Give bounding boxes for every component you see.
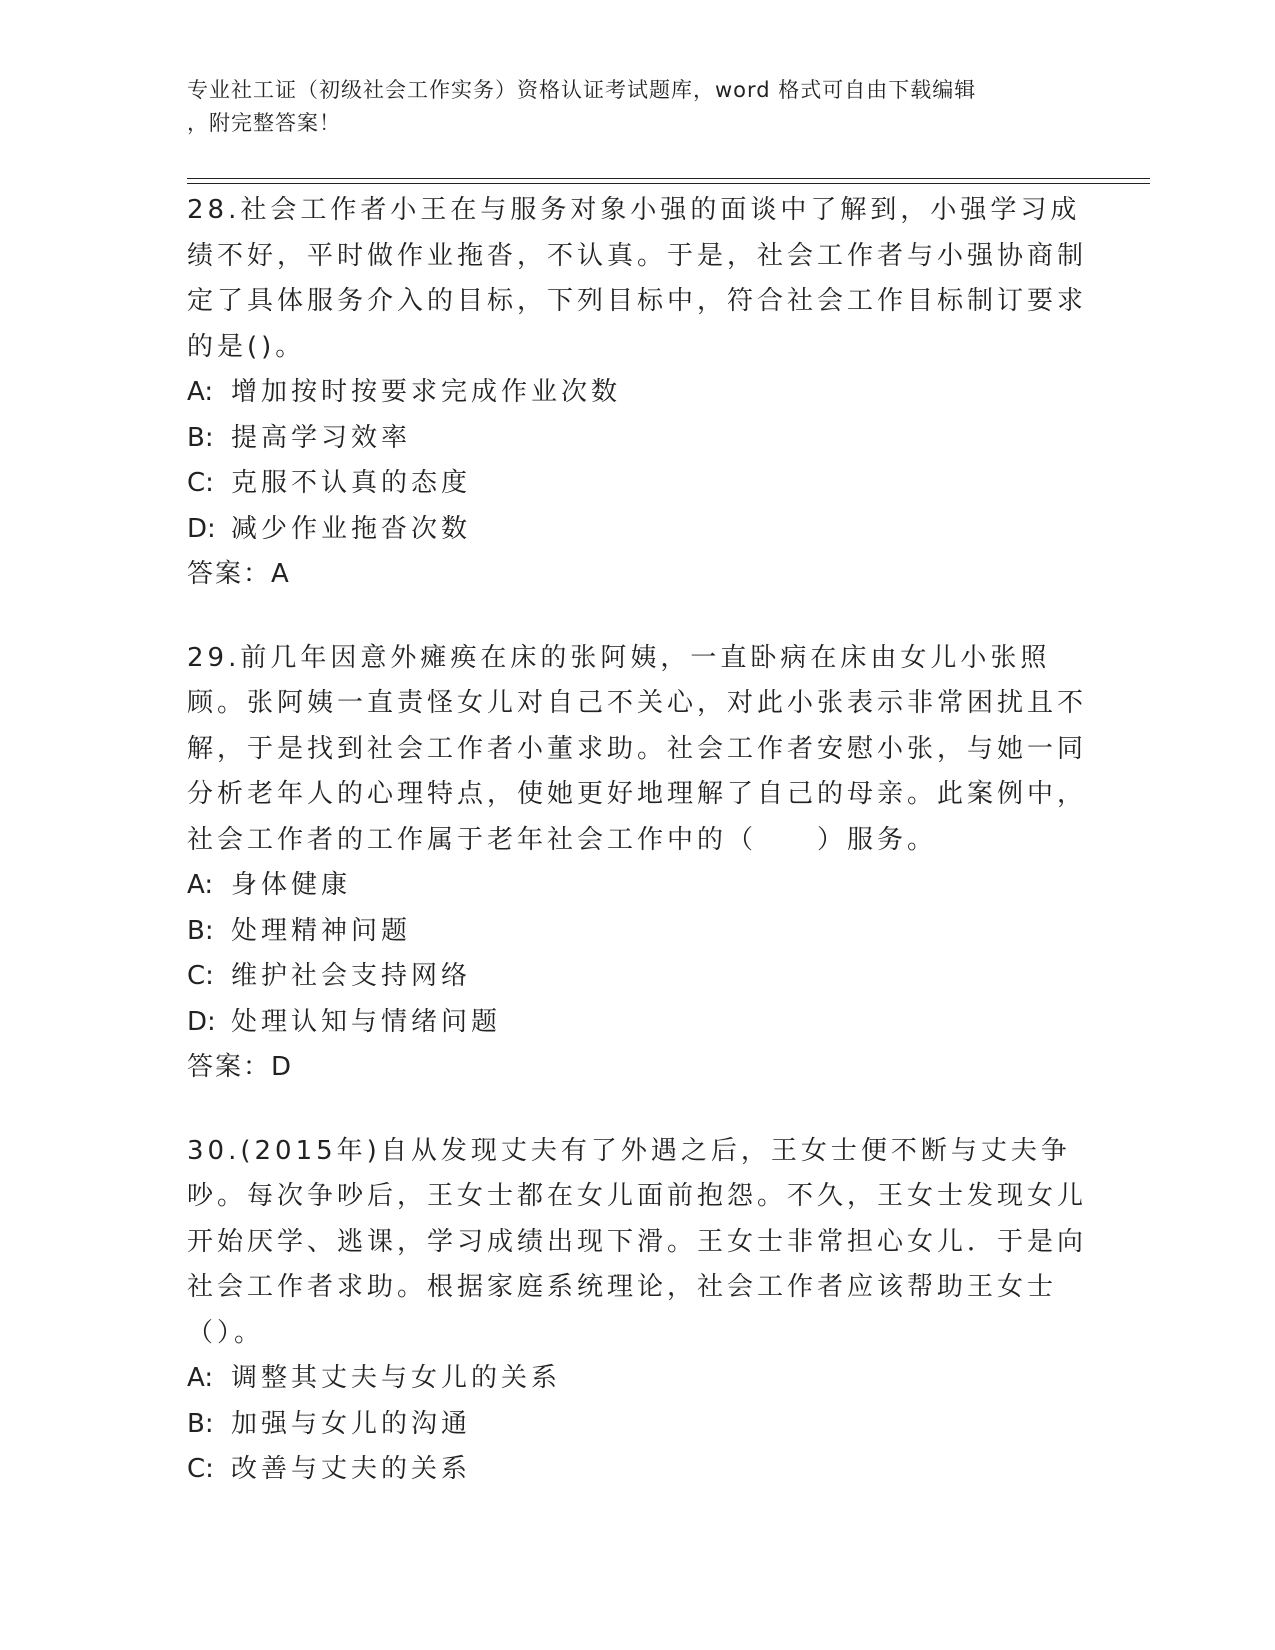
question-28 bbox=[187, 188, 1087, 598]
question-number: 30. bbox=[187, 1135, 241, 1166]
option-text: 身体健康 bbox=[231, 870, 352, 900]
option-text: 减少作业拖沓次数 bbox=[231, 513, 472, 544]
question-number: 28. bbox=[187, 195, 241, 225]
option-text: 提高学习效率 bbox=[231, 422, 412, 453]
question-number: 29. bbox=[187, 642, 241, 673]
question-body: 社会工作者小王在与服务对象小强的面谈中了解到，小强学习成绩不好，平时做作业拖沓，不认真。于是，社会工作者与小强协商制定了具体服务介入的目标，下列目标中，符合社会工作目标制订要求的是()。 bbox=[187, 195, 1088, 362]
question-body: 前几年因意外瘫痪在床的张阿姨，一直卧病在床由女儿小张照顾。张阿姨一直责怪女儿对自己不关心，对此小张表示非常困扰且不解，于是找到社会工作者小董求助。社会工作者安慰小张，与她一同分析老年人的心理特点，使她更好地理解了自己的母亲。此案例中，社会工作者的工作属于老年社会工作中的（ ）服务。 bbox=[187, 642, 1088, 855]
header-rule-bottom bbox=[187, 183, 1150, 184]
option-text: 调整其丈夫与女儿的关系 bbox=[231, 1363, 562, 1393]
option-b bbox=[187, 416, 1087, 462]
page-header bbox=[187, 74, 1067, 140]
answer-line: 答案：A bbox=[187, 559, 291, 589]
option-a bbox=[187, 863, 1087, 909]
header-rule-top bbox=[187, 178, 1150, 179]
option-letter: C: bbox=[187, 961, 214, 991]
option-letter: B: bbox=[187, 1408, 214, 1439]
answer-line: 答案：D bbox=[187, 1052, 294, 1082]
option-text: 处理精神问题 bbox=[231, 915, 412, 946]
question-29 bbox=[187, 636, 1087, 1091]
option-text: 克服不认真的态度 bbox=[231, 468, 472, 498]
option-text: 加强与女儿的沟通 bbox=[231, 1408, 472, 1439]
option-letter: D: bbox=[187, 513, 216, 544]
option-b bbox=[187, 909, 1087, 955]
option-letter: C: bbox=[187, 1454, 214, 1484]
question-text bbox=[187, 636, 1087, 864]
header-line-1: 专业社工证（初级社会工作实务）资格认证考试题库，word 格式可自由下载编辑 bbox=[187, 78, 977, 102]
option-text: 改善与丈夫的关系 bbox=[231, 1454, 472, 1484]
option-letter: A: bbox=[187, 377, 214, 407]
option-letter: A: bbox=[187, 870, 214, 900]
option-c bbox=[187, 954, 1087, 1000]
option-text: 增加按时按要求完成作业次数 bbox=[231, 377, 622, 407]
option-text: 维护社会支持网络 bbox=[231, 961, 472, 991]
question-body: (2015年)自从发现丈夫有了外遇之后，王女士便不断与丈夫争吵。每次争吵后，王女士都在女儿面前抱怨。不久，王女士发现女儿开始厌学、逃课，学习成绩出现下滑。王女士非常担心女儿．于是向社会工作者求助。根据家庭系统理论，社会工作者应该帮助王女士（）。 bbox=[187, 1135, 1088, 1348]
option-letter: B: bbox=[187, 915, 214, 946]
option-a bbox=[187, 1356, 1087, 1402]
option-d bbox=[187, 507, 1087, 553]
option-letter: A: bbox=[187, 1363, 214, 1393]
option-c bbox=[187, 461, 1087, 507]
header-line-2: ，附完整答案！ bbox=[187, 111, 341, 135]
option-d bbox=[187, 1000, 1087, 1046]
option-letter: D: bbox=[187, 1006, 216, 1037]
question-list bbox=[187, 188, 1087, 1531]
question-30 bbox=[187, 1129, 1087, 1493]
option-b bbox=[187, 1402, 1087, 1448]
option-letter: C: bbox=[187, 468, 214, 498]
option-letter: B: bbox=[187, 422, 214, 453]
option-c bbox=[187, 1447, 1087, 1493]
option-text: 处理认知与情绪问题 bbox=[231, 1006, 502, 1037]
option-a bbox=[187, 370, 1087, 416]
question-text bbox=[187, 188, 1087, 370]
question-text bbox=[187, 1129, 1087, 1357]
